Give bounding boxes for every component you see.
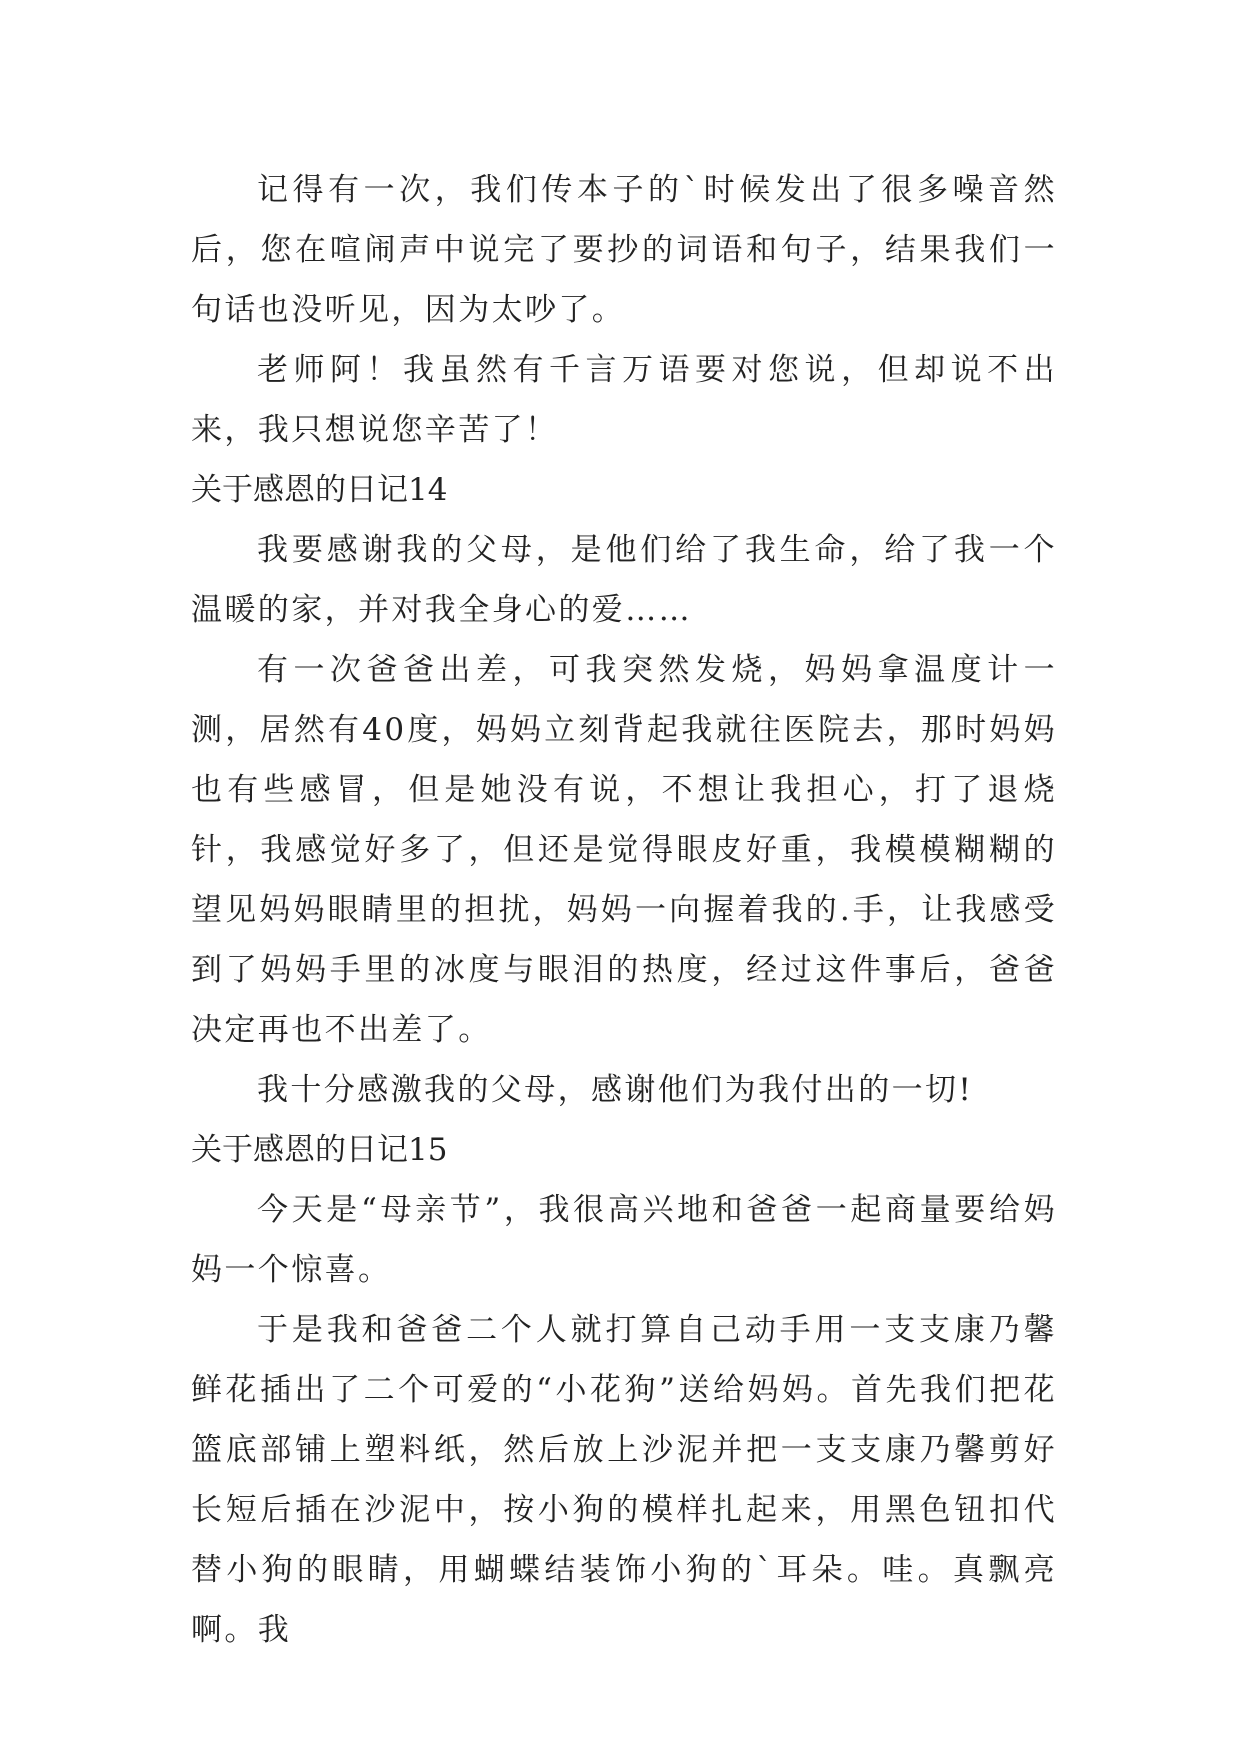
paragraph: 老师阿！我虽然有千言万语要对您说，但却说不出来，我只想说您辛苦了！ [191, 352, 1057, 448]
paragraph: 今天是“母亲节”，我很高兴地和爸爸一起商量要给妈妈一个惊喜。 [191, 1192, 1057, 1288]
document-body [191, 160, 1057, 1660]
paragraph: 我十分感激我的父母，感谢他们为我付出的一切! [257, 1072, 974, 1108]
section-heading: 关于感恩的日记14 [191, 472, 448, 508]
paragraph: 记得有一次，我们传本子的`时候发出了很多噪音然后，您在喧闹声中说完了要抄的词语和句子，结果我们一句话也没听见，因为太吵了。 [191, 172, 1057, 328]
section-heading: 关于感恩的日记15 [191, 1132, 448, 1168]
paragraph: 我要感谢我的父母，是他们给了我生命，给了我一个温暖的家，并对我全身心的爱…… [191, 532, 1057, 628]
paragraph: 有一次爸爸出差，可我突然发烧，妈妈拿温度计一测，居然有40度，妈妈立刻背起我就往医院去，那时妈妈也有些感冒，但是她没有说，不想让我担心，打了退烧针，我感觉好多了，但还是觉得眼皮好重，我模模糊糊的望见妈妈眼睛里的担扰，妈妈一向握着我的.手，让我感受到了妈妈手里的冰度与眼泪的热度，经过这件事后，爸爸决定再也不出差了。 [191, 652, 1057, 1048]
paragraph: 于是我和爸爸二个人就打算自己动手用一支支康乃馨鲜花插出了二个可爱的“小花狗”送给妈妈。首先我们把花篮底部铺上塑料纸，然后放上沙泥并把一支支康乃馨剪好长短后插在沙泥中，按小狗的模样扎起来，用黑色钮扣代替小狗的眼睛，用蝴蝶结装饰小狗的`耳朵。哇。真飘亮啊。我 [191, 1312, 1057, 1648]
